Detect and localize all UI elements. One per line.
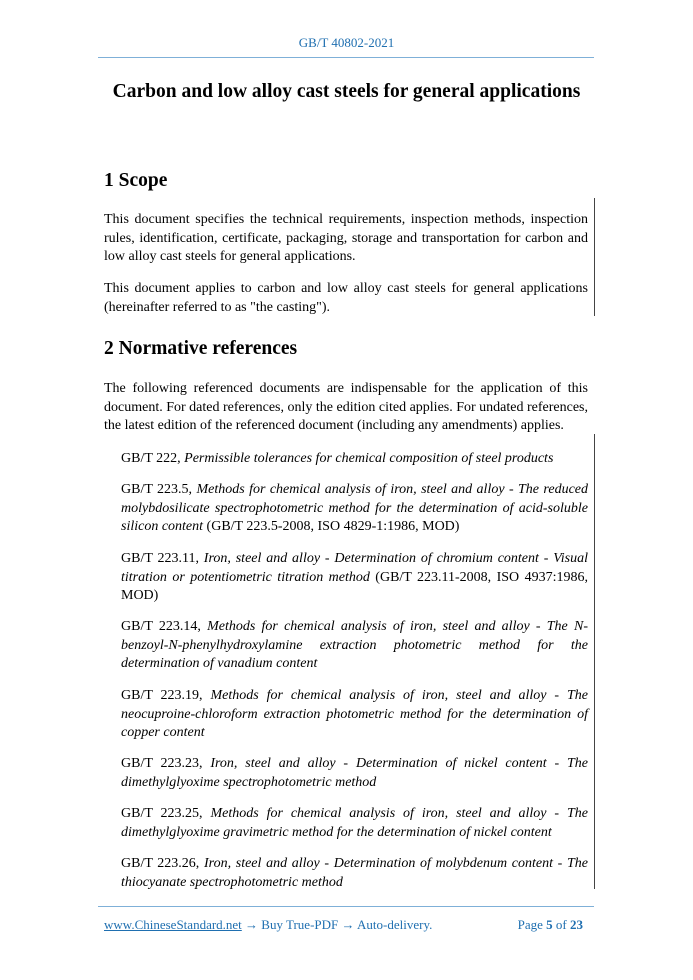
auto-delivery-text: Auto-delivery.	[357, 917, 433, 932]
reference-code: GB/T 223.25,	[121, 806, 211, 821]
footer-divider	[98, 906, 594, 907]
scope-paragraph-2: This document applies to carbon and low alloy cast steels for general applications (hereinafter referred to as "the casting").	[104, 281, 588, 315]
reference-code: GB/T 223.11,	[121, 551, 204, 566]
header-standard-code: GB/T 40802-2021	[298, 35, 395, 50]
reference-code: GB/T 223.14,	[121, 619, 208, 634]
change-bar	[594, 434, 595, 889]
reference-item	[121, 687, 588, 743]
scope-paragraph-1: This document specifies the technical requirements, inspection methods, inspection rules, identification, certificate, packaging, storage and transportation for carbon and low alloy cast steels for general applications.	[104, 212, 588, 265]
buy-pdf-link[interactable]: Buy True-PDF	[261, 917, 339, 932]
reference-item	[121, 855, 588, 892]
document-title: Carbon and low alloy cast steels for general applications	[112, 81, 581, 102]
footer-links	[104, 917, 432, 933]
normative-intro-paragraph: The following referenced documents are indispensable for the application of this document. For dated references, only the edition cited applies. For undated references, the latest edition of the referenced document (including any amendments) applies.	[104, 381, 588, 434]
reference-code: GB/T 223.19,	[121, 688, 211, 703]
arrow-icon: →	[241, 917, 262, 932]
reference-title: Permissible tolerances for chemical composition of steel products	[184, 451, 554, 466]
reference-title: Methods for chemical analysis of iron, steel and alloy - The reduced molybdosilicate spectrophotometric method for the determination of acid-soluble silicon content	[121, 482, 588, 535]
page-label: Page	[517, 917, 547, 932]
reference-suffix: (GB/T 223.5-2008, ISO 4829-1:1986, MOD)	[203, 519, 460, 535]
header-divider	[98, 57, 594, 58]
reference-title: Methods for chemical analysis of iron, steel and alloy - The dimethylglyoxime gravimetric method for the determination of nickel content	[121, 806, 588, 840]
change-bar	[594, 198, 595, 316]
section-heading-normative-references: 2 Normative references	[104, 338, 298, 359]
page-number: 5	[546, 917, 553, 932]
reference-item	[121, 755, 588, 792]
reference-suffix: (GB/T 223.11-2008, ISO 4937:1986, MOD)	[121, 569, 588, 604]
reference-title: Iron, steel and alloy - Determination of nickel content - The dimethylglyoxime spectrophotometric method	[121, 756, 588, 790]
reference-title: Methods for chemical analysis of iron, steel and alloy - The neocuproine-chloroform extraction photometric method for the determination of copper content	[121, 688, 588, 741]
reference-item	[121, 481, 588, 537]
reference-item	[121, 618, 588, 674]
arrow-icon: →	[338, 917, 358, 932]
reference-title: Iron, steel and alloy - Determination of molybdenum content - The thiocyanate spectrophotometric method	[121, 856, 589, 890]
reference-title: Methods for chemical analysis of iron, steel and alloy - The N-benzoyl-N-phenylhydroxylamine extraction photometric method for the determination of vanadium content	[121, 619, 588, 672]
reference-item	[121, 805, 588, 842]
section-heading-scope: 1 Scope	[104, 170, 168, 191]
page-of-label: of	[552, 917, 570, 932]
reference-code: GB/T 223.5,	[121, 482, 197, 497]
reference-title: Iron, steel and alloy - Determination of chromium content - Visual titration or potentiometric titration method	[121, 551, 588, 585]
page-total: 23	[570, 917, 583, 932]
reference-code: GB/T 223.26,	[121, 856, 204, 871]
site-link[interactable]: www.ChineseStandard.net	[104, 917, 242, 932]
reference-item	[121, 550, 588, 606]
reference-item	[121, 450, 588, 469]
page-indicator	[518, 917, 583, 933]
reference-code: GB/T 222,	[121, 451, 185, 466]
reference-code: GB/T 223.23,	[121, 756, 211, 771]
